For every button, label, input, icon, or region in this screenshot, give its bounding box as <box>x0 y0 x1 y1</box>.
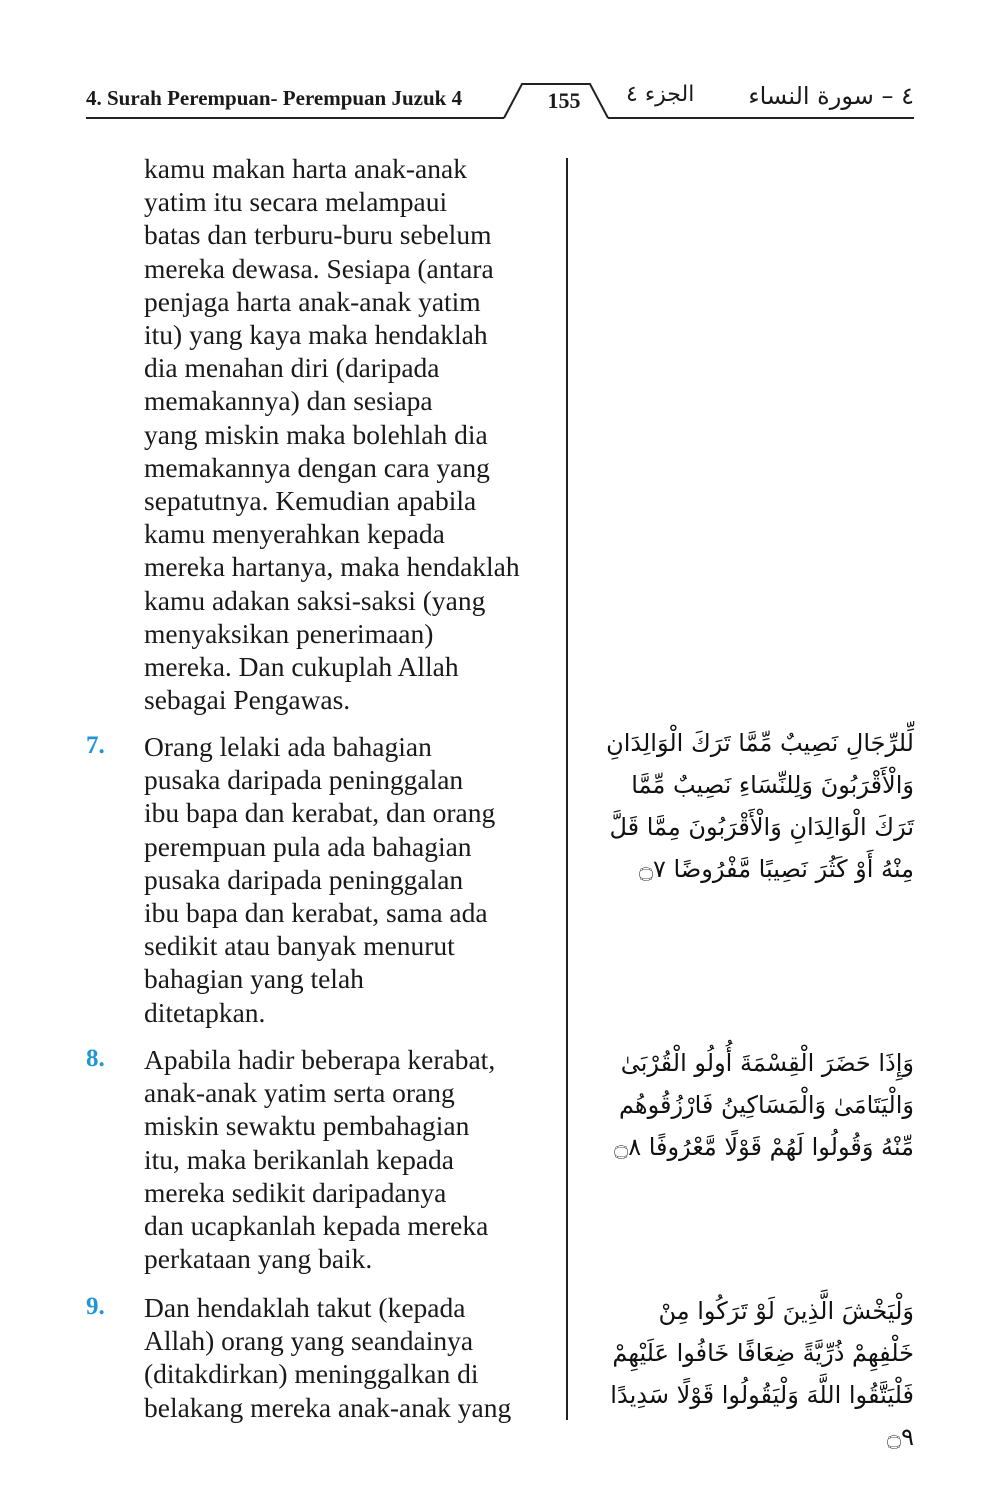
surah-arabic: ٤ – سورة النساء <box>748 82 914 110</box>
verse-arabic: وَلْيَخْشَ الَّذِينَ لَوْ تَرَكُوا مِنْ خَلْفِهِمْ ذُرِّيَّةً ضِعَافًا خَافُوا عَلَيْهِمْ فَلْيَتَّقُوا اللَّهَ وَلْيَقُولُوا قَوْلًا سَدِيدًا ۝٩ <box>610 1297 914 1451</box>
surah-title: 4. Surah Perempuan- Perempuan Juzuk 4 <box>86 86 463 110</box>
verse-arabic: لِّلرِّجَالِ نَصِيبٌ مِّمَّا تَرَكَ الْوَالِدَانِ وَالْأَقْرَبُونَ وَلِلنِّسَاءِ نَصِيبٌ مِّمَّا تَرَكَ الْوَالِدَانِ وَالْأَقْرَبُونَ مِمَّا قَلَّ مِنْهُ أَوْ كَثُرَ نَصِيبًا مَّفْرُوضًا ۝٧ <box>606 729 914 883</box>
juz-arabic: الجزء ٤ <box>626 82 695 107</box>
verse-translation: Dan hendaklah takut (kepada Allah) orang yang seandainya (ditakdirkan) meninggalkan di belakang mereka anak-anak yang <box>144 1292 512 1423</box>
verse-number: 8. <box>86 1045 105 1072</box>
page-number: 155 <box>547 88 581 113</box>
verse-number: 9. <box>86 1293 105 1320</box>
verse-number: 7. <box>86 732 105 759</box>
continuation-text: kamu makan harta anak-anak yatim itu secara melampaui batas dan terburu-buru sebelum mereka dewasa. Sesiapa (antara penjaga harta anak-anak yatim itu) yang kaya maka hendaklah dia menahan diri (daripada memakannya) dan sesiapa yang miskin maka bolehlah dia memakannya dengan cara yang sepatutnya. Kemudian apabila kamu menyerahkan kepada mereka hartanya, maka hendaklah kamu adakan saksi-saksi (yang menyaksikan penerimaan) mereka. Dan cukuplah Allah sebagai Pengawas. <box>144 153 520 716</box>
verse-translation: Apabila hadir beberapa kerabat, anak-anak yatim serta orang miskin sewaktu pembahagian itu, maka berikanlah kepada mereka sedikit daripadanya dan ucapkanlah kepada mereka perkataan yang baik. <box>144 1044 496 1275</box>
verse-arabic: وَإِذَا حَضَرَ الْقِسْمَةَ أُولُو الْقُرْبَىٰ وَالْيَتَامَىٰ وَالْمَسَاكِينُ فَارْزُقُوهُم مِّنْهُ وَقُولُوا لَهُمْ قَوْلًا مَّعْرُوفًا ۝٨ <box>614 1049 914 1161</box>
column-divider <box>566 158 568 1420</box>
verse-translation: Orang lelaki ada bahagian pusaka daripada peninggalan ibu bapa dan kerabat, dan orang perempuan pula ada bahagian pusaka daripada peninggalan ibu bapa dan kerabat, sama ada sedikit atau banyak menurut bahagian yang telah ditetapkan. <box>144 731 496 1028</box>
page-header <box>86 80 914 120</box>
